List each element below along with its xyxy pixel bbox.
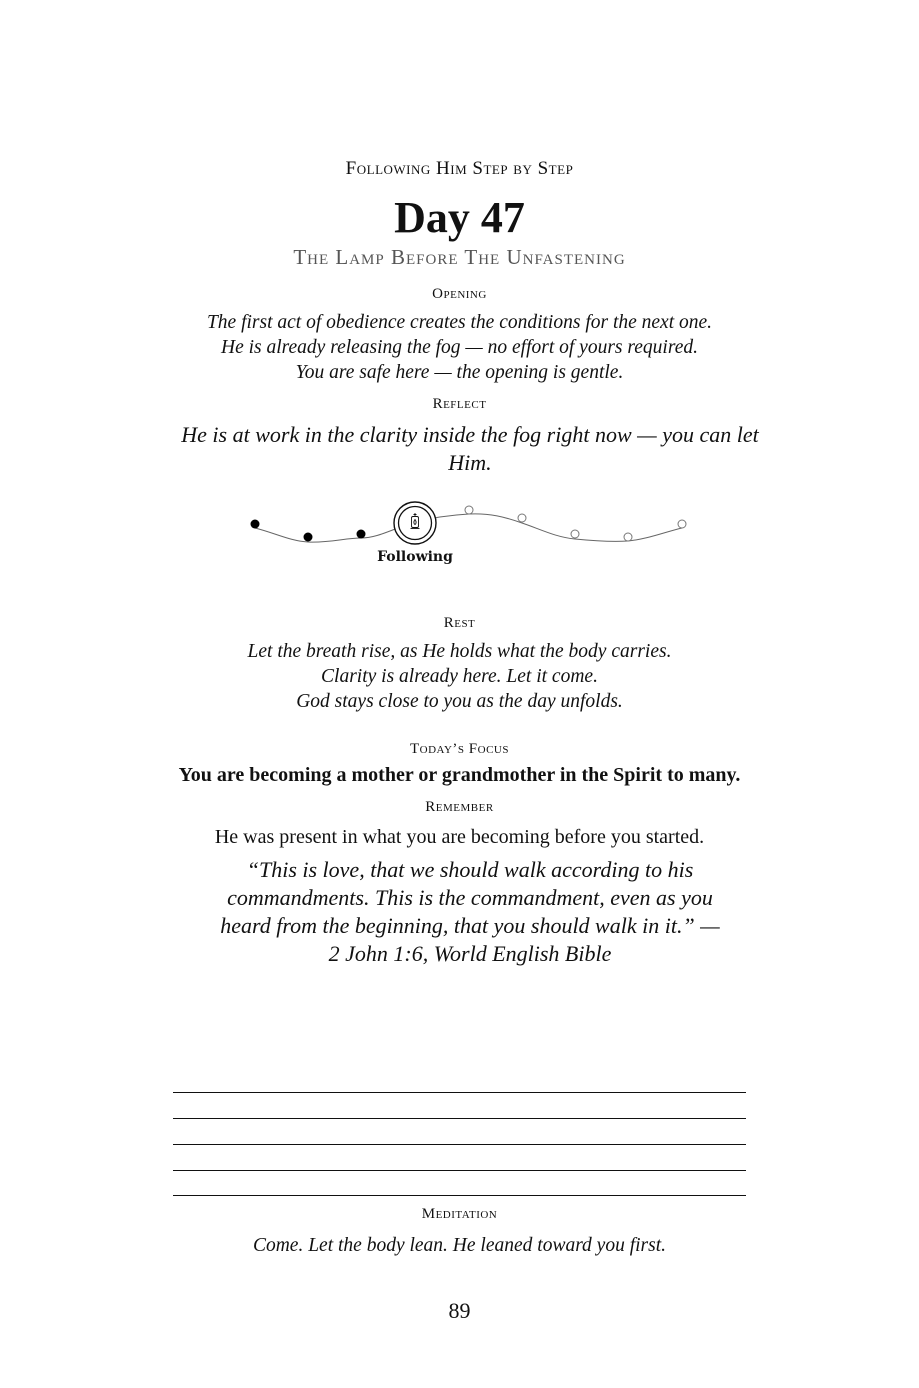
day-subtitle: The Lamp Before The Unfastening xyxy=(293,245,626,269)
rest-text xyxy=(0,639,919,714)
opening-line: The first act of obedience creates the conditions for the next one. xyxy=(206,312,713,333)
journal-line[interactable] xyxy=(173,1195,746,1196)
day-heading: Day 47 xyxy=(394,193,525,242)
current-step-label: Following xyxy=(377,549,453,565)
series-title: Following Him Step by Step xyxy=(345,158,574,179)
rest-line: Let the breath rise, as He holds what the body carries. xyxy=(247,641,672,662)
page-number: 89 xyxy=(448,1298,471,1323)
opening-label: Opening xyxy=(432,286,487,302)
scripture-verse: “This is love, that we should walk according to his commandments. This is the commandment, even as you heard from the beginning, that you should walk in it.” — 2 John 1:6, World English Bible xyxy=(220,857,720,966)
meditation-text: Come. Let the body lean. He leaned toward you first. xyxy=(252,1235,667,1256)
upcoming-step-dot xyxy=(465,506,473,514)
journey-path xyxy=(0,495,919,575)
journey-curve xyxy=(255,514,682,542)
completed-step-dot xyxy=(357,530,366,539)
meditation-label: Meditation xyxy=(421,1206,498,1222)
upcoming-step-dot xyxy=(571,530,579,538)
opening-line: You are safe here — the opening is gentle. xyxy=(295,362,624,383)
journal-line[interactable] xyxy=(173,1170,746,1171)
rest-label: Rest xyxy=(443,615,476,631)
remember-label: Remember xyxy=(425,799,494,815)
journal-line[interactable] xyxy=(173,1144,746,1145)
remember-text: He was present in what you are becoming before you started. xyxy=(214,826,705,848)
completed-step-dot xyxy=(304,533,313,542)
journal-line[interactable] xyxy=(173,1118,746,1119)
journal-line[interactable] xyxy=(173,1092,746,1093)
focus-label: Today’s Focus xyxy=(410,741,509,757)
rest-line: Clarity is already here. Let it come. xyxy=(321,666,598,687)
upcoming-step-dot xyxy=(678,520,686,528)
opening-text xyxy=(0,310,919,385)
focus-text: You are becoming a mother or grandmother in the Spirit to many. xyxy=(178,764,741,786)
upcoming-step-dot xyxy=(518,514,526,522)
upcoming-step-dot xyxy=(624,533,632,541)
rest-line: God stays close to you as the day unfolds. xyxy=(296,691,623,712)
reflect-label: Reflect xyxy=(432,396,487,412)
opening-line: He is already releasing the fog — no effort of yours required. xyxy=(221,337,698,358)
reflect-text: He is at work in the clarity inside the fog right now — you can let Him. xyxy=(181,422,759,475)
completed-step-dot xyxy=(251,520,260,529)
current-step-marker xyxy=(394,502,436,544)
